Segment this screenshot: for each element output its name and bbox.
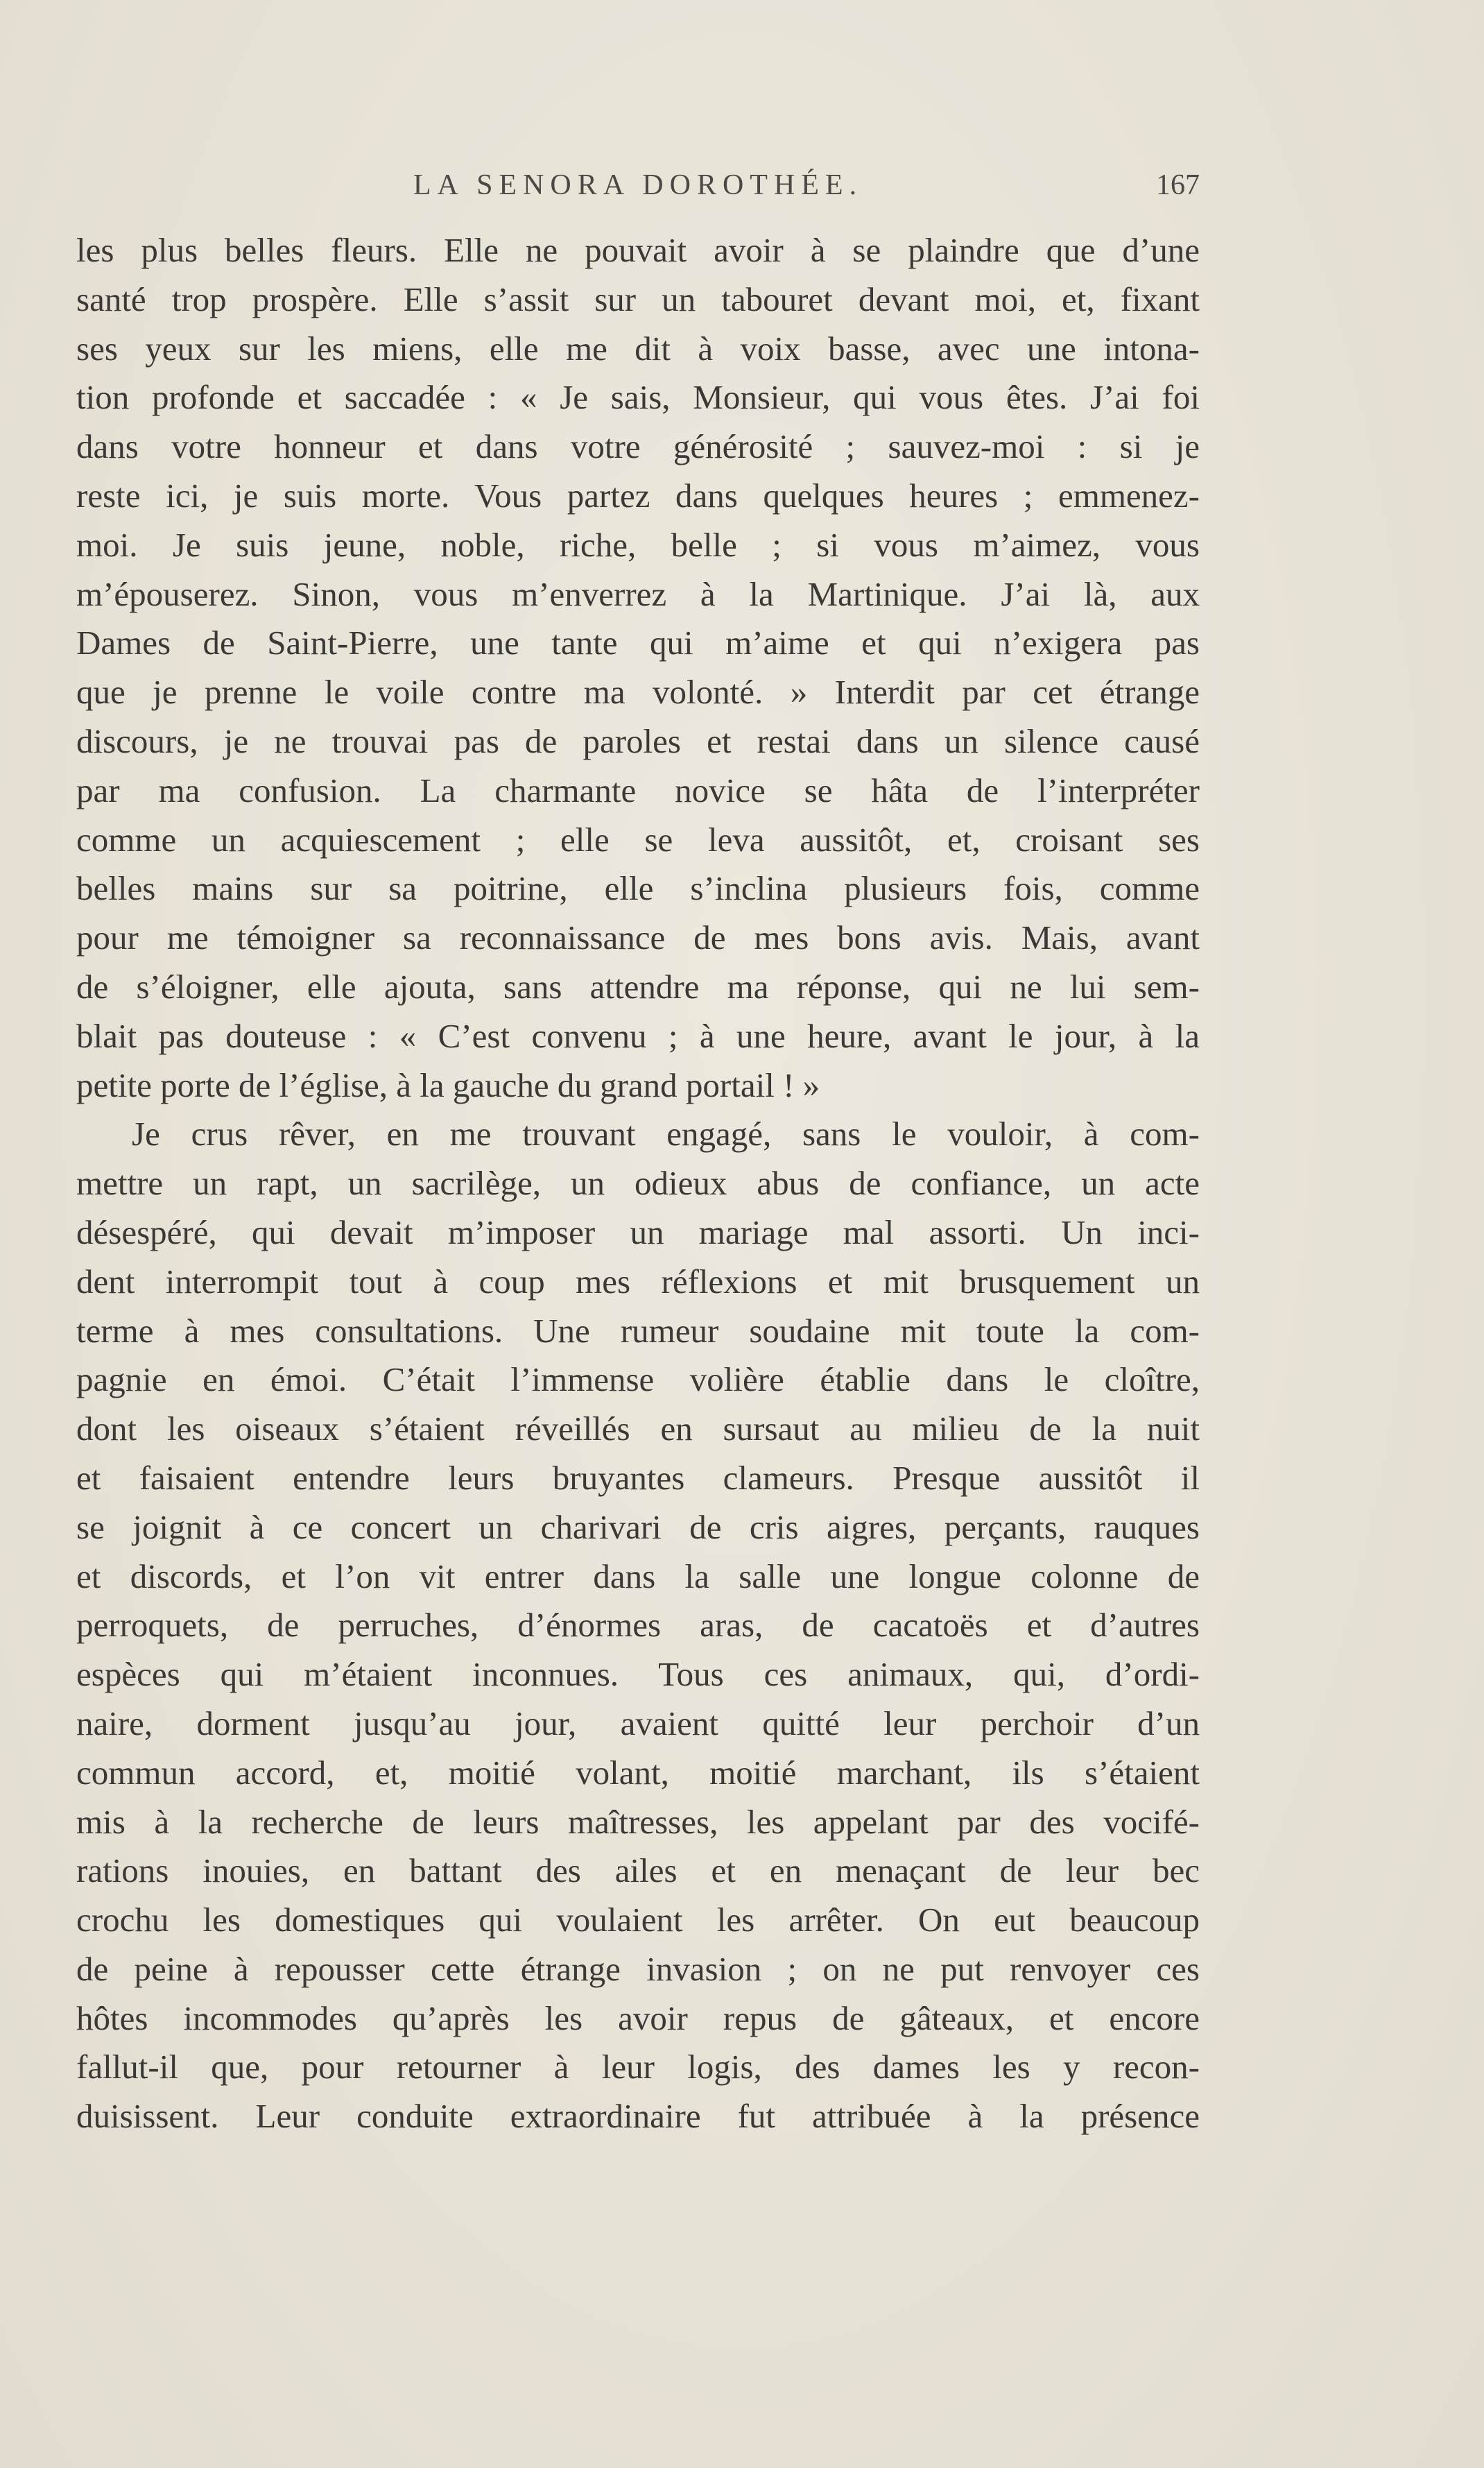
text-line: de s’éloigner, elle ajouta, sans attendre ma réponse, qui ne lui sem- (76, 967, 1200, 1006)
text-line: et discords, et l’on vit entrer dans la salle une longue colonne de (76, 1557, 1200, 1595)
text-line: pagnie en émoi. C’était l’immense volière établie dans le cloître, (76, 1360, 1200, 1399)
text-line: belles mains sur sa poitrine, elle s’inclina plusieurs fois, comme (76, 869, 1200, 908)
text-line: mettre un rapt, un sacrilège, un odieux abus de confiance, un acte (76, 1164, 1200, 1203)
text-line: perroquets, de perruches, d’énormes aras, de cacatoës et d’autres (76, 1606, 1200, 1645)
body-text (76, 226, 1200, 2141)
text-line: crochu les domestiques qui voulaient les arrêter. On eut beaucoup (76, 1901, 1200, 1939)
text-line: naire, dorment jusqu’au jour, avaient quitté leur perchoir d’un (76, 1704, 1200, 1742)
text-line: reste ici, je suis morte. Vous partez dans quelques heures ; emmenez- (76, 476, 1200, 515)
text-line: les plus belles fleurs. Elle ne pouvait avoir à se plaindre que d’une (76, 231, 1200, 269)
text-line: fallut-il que, pour retourner à leur logis, des dames les y recon- (76, 2048, 1200, 2086)
running-header (76, 161, 1200, 209)
text-line: rations inouies, en battant des ailes et en menaçant de leur bec (76, 1851, 1200, 1890)
text-line: hôtes incommodes qu’après les avoir repus de gâteaux, et encore (76, 1998, 1200, 2037)
text-line: mis à la recherche de leurs maîtresses, les appelant par des vocifé- (76, 1802, 1200, 1841)
text-line: ses yeux sur les miens, elle me dit à voix basse, avec une intona- (76, 329, 1200, 368)
text-line: comme un acquiescement ; elle se leva aussitôt, et, croisant ses (76, 820, 1200, 859)
text-line: dont les oiseaux s’étaient réveillés en sursaut au milieu de la nuit (76, 1409, 1200, 1448)
text-line: terme à mes consultations. Une rumeur soudaine mit toute la com- (76, 1311, 1200, 1350)
page-number: 167 (1156, 169, 1200, 201)
text-line: tion profonde et saccadée : « Je sais, Monsieur, qui vous êtes. J’ai foi (76, 378, 1200, 417)
text-line: discours, je ne trouvai pas de paroles et restai dans un silence causé (76, 721, 1200, 760)
text-line: de peine à repousser cette étrange invasion ; on ne put renvoyer ces (76, 1949, 1200, 1988)
text-line: Dames de Saint-Pierre, une tante qui m’aime et qui n’exigera pas (76, 624, 1200, 662)
text-line: et faisaient entendre leurs bruyantes clameurs. Presque aussitôt il (76, 1458, 1200, 1497)
text-line: duisissent. Leur conduite extraordinaire fut attribuée à la présence (76, 2097, 1200, 2136)
text-line: dent interrompit tout à coup mes réflexions et mit brusquement un (76, 1262, 1200, 1301)
text-line: désespéré, qui devait m’imposer un mariage mal assorti. Un inci- (76, 1212, 1200, 1251)
text-line: se joignit à ce concert un charivari de cris aigres, perçants, rauques (76, 1507, 1200, 1546)
running-title: LA SENORA DOROTHÉE. (413, 169, 863, 201)
text-line-paragraph-start: Je crus rêver, en me trouvant engagé, sans le vouloir, à com- (132, 1115, 1200, 1154)
text-line: que je prenne le voile contre ma volonté. » Interdit par cet étrange (76, 673, 1200, 712)
text-line: dans votre honneur et dans votre générosité ; sauvez-moi : si je (76, 427, 1200, 466)
text-line: blait pas douteuse : « C’est convenu ; à une heure, avant le jour, à la (76, 1016, 1200, 1055)
text-line: commun accord, et, moitié volant, moitié marchant, ils s’étaient (76, 1753, 1200, 1792)
text-line: m’épouserez. Sinon, vous m’enverrez à la Martinique. J’ai là, aux (76, 574, 1200, 613)
text-line: par ma confusion. La charmante novice se hâta de l’interpréter (76, 771, 1200, 809)
text-line-paragraph-end: petite porte de l’église, à la gauche du grand portail ! » (76, 1065, 820, 1104)
text-line: santé trop prospère. Elle s’assit sur un tabouret devant moi, et, fixant (76, 280, 1200, 318)
text-line: pour me témoigner sa reconnaissance de mes bons avis. Mais, avant (76, 918, 1200, 957)
text-line: moi. Je suis jeune, noble, riche, belle ; si vous m’aimez, vous (76, 525, 1200, 564)
text-line: espèces qui m’étaient inconnues. Tous ces animaux, qui, d’ordi- (76, 1655, 1200, 1694)
